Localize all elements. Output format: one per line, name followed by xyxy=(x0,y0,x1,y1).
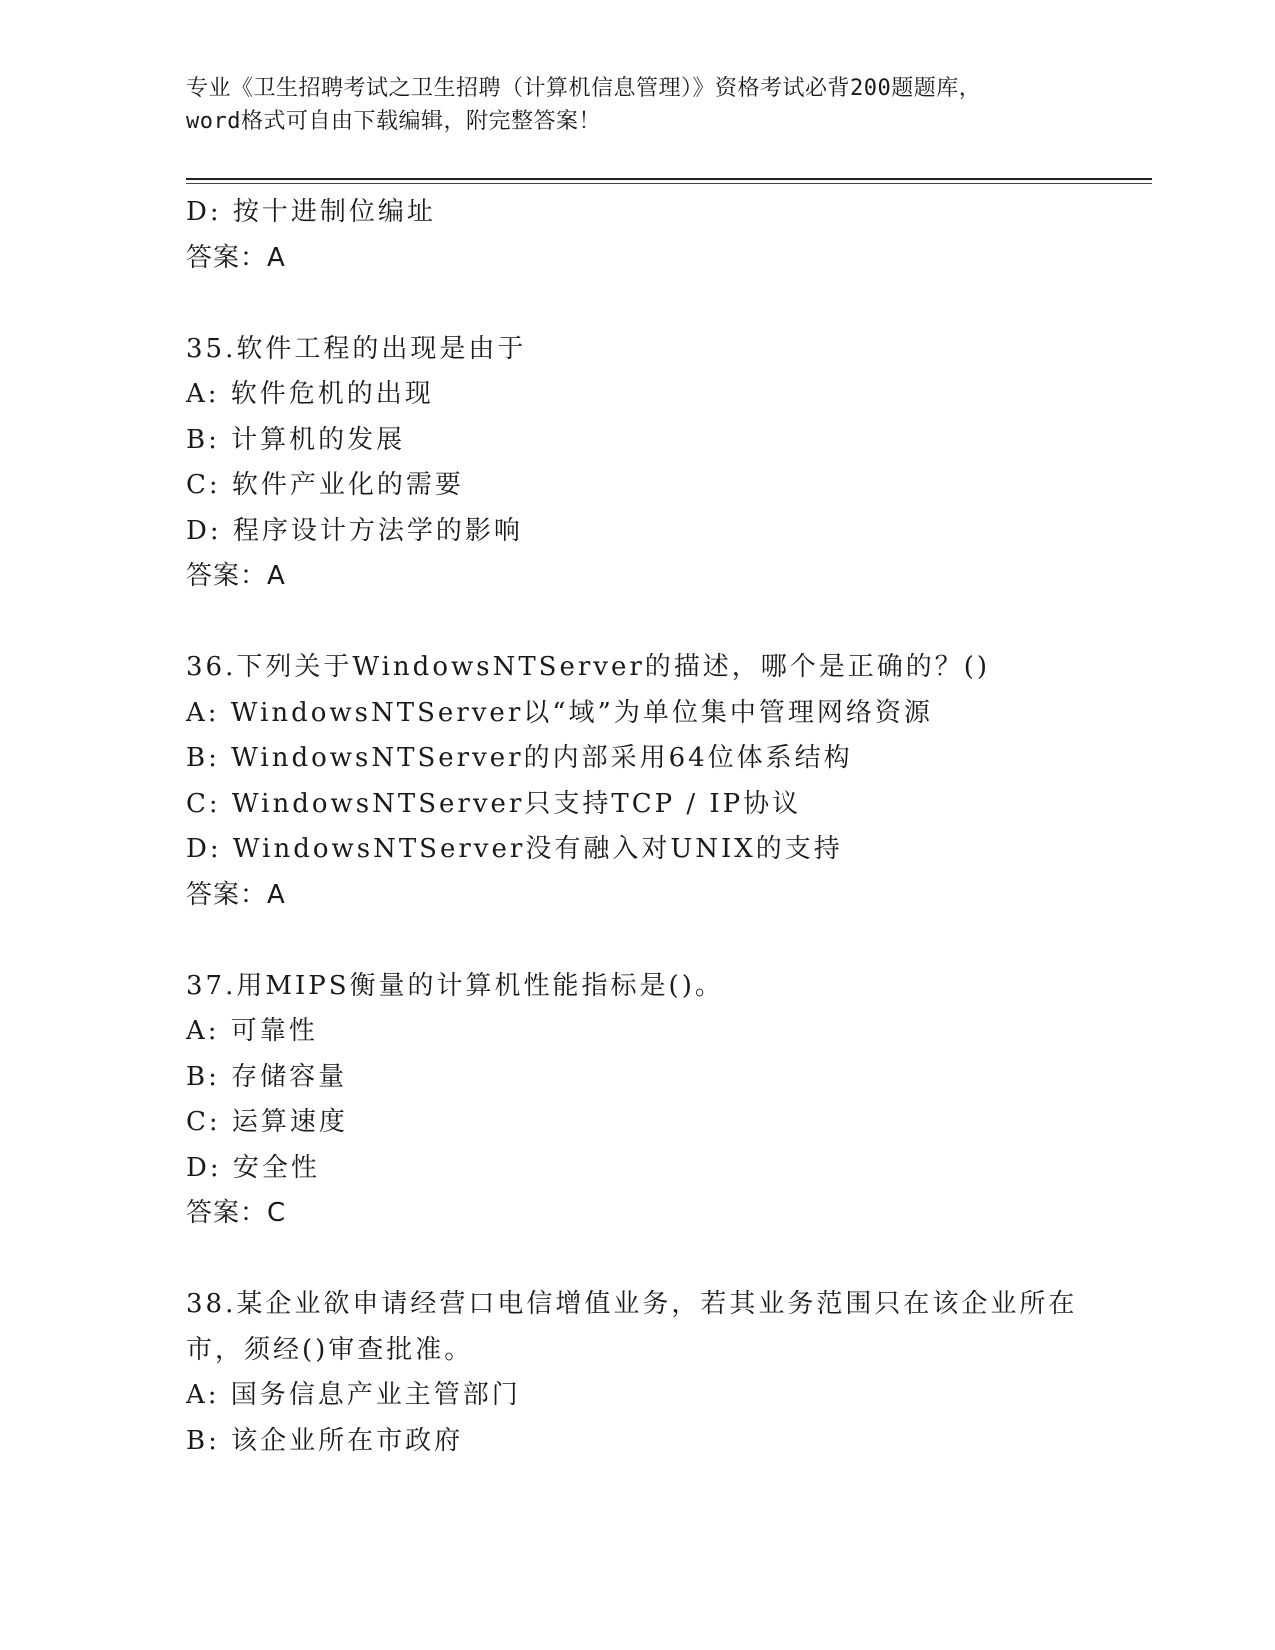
option-c: C: 软件产业化的需要 xyxy=(186,470,464,500)
answer: 答案：A xyxy=(186,879,286,910)
spacer xyxy=(186,600,1086,646)
spacer xyxy=(186,281,1086,327)
option-b: B: WindowsNTServer的内部采用64位体系结构 xyxy=(186,743,853,773)
option-c: C: WindowsNTServer只支持TCP / IP协议 xyxy=(186,788,802,819)
option-c: C: 运算速度 xyxy=(186,1107,348,1137)
option-b: B: 该企业所在市政府 xyxy=(186,1425,464,1456)
option-d: D: WindowsNTServer没有融入对UNIX的支持 xyxy=(186,834,843,864)
question-36 xyxy=(186,645,1086,918)
prev-question-answer: 答案：A xyxy=(186,242,286,273)
question-35 xyxy=(186,327,1086,600)
answer: 答案：A xyxy=(186,561,286,591)
header-line-1: 专业《卫生招聘考试之卫生招聘（计算机信息管理）》资格考试必背200题题库， xyxy=(186,76,982,101)
option-d: D: 程序设计方法学的影响 xyxy=(186,515,523,546)
question-stem: 37.用MIPS衡量的计算机性能指标是()。 xyxy=(186,970,724,1001)
prev-question-option-d: D: 按十进制位编址 xyxy=(186,197,436,227)
header-line-2: word格式可自由下载编辑，附完整答案！ xyxy=(186,109,601,134)
option-a: A: WindowsNTServer以“域”为单位集中管理网络资源 xyxy=(186,697,933,728)
option-d: D: 安全性 xyxy=(186,1152,320,1183)
answer: 答案：C xyxy=(186,1198,287,1228)
header-divider xyxy=(186,178,1152,180)
question-stem: 35.软件工程的出现是由于 xyxy=(186,333,527,364)
option-b: B: 计算机的发展 xyxy=(186,424,406,455)
question-list xyxy=(186,190,1086,1464)
question-37 xyxy=(186,964,1086,1237)
question-stem: 36.下列关于WindowsNTServer的描述，哪个是正确的？() xyxy=(186,652,991,682)
option-b: B: 存储容量 xyxy=(186,1061,348,1092)
question-stem-line-2: 市，须经()审查批准。 xyxy=(186,1334,474,1365)
option-a: A: 软件危机的出现 xyxy=(186,379,434,409)
option-a: A: 可靠性 xyxy=(186,1016,318,1046)
spacer xyxy=(186,1237,1086,1283)
header-divider-thin xyxy=(186,183,1152,184)
spacer xyxy=(186,918,1086,964)
question-stem-line-1: 38.某企业欲申请经营口电信增值业务，若其业务范围只在该企业所在 xyxy=(186,1289,1078,1319)
question-38 xyxy=(186,1282,1086,1464)
option-a: A: 国务信息产业主管部门 xyxy=(186,1380,521,1410)
document-header xyxy=(186,72,1086,138)
